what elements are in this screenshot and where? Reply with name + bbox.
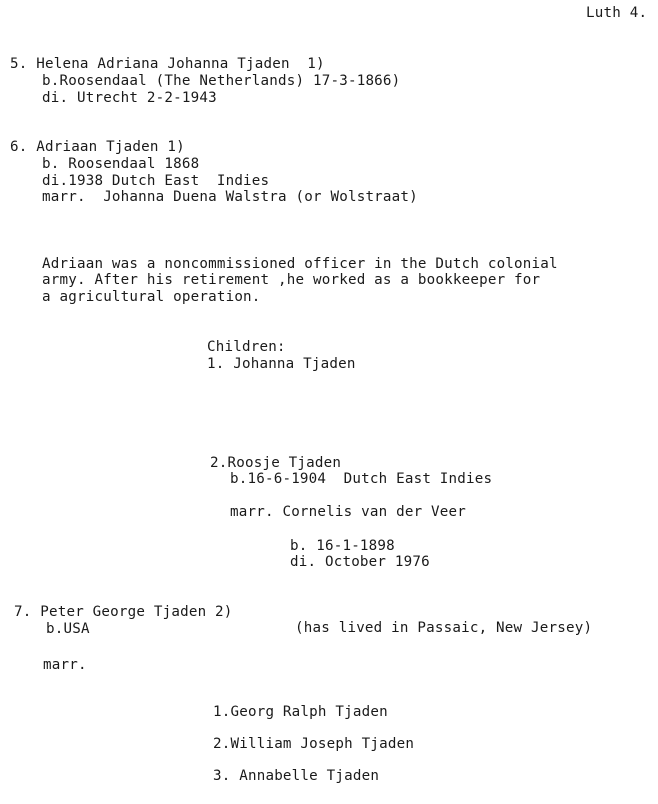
entry-6-child-2-birth: b.16-6-1904 Dutch East Indies [230,471,493,487]
children-label: Children: [207,339,286,355]
page-reference: Luth 4. [586,5,648,21]
entry-6-birth: b. Roosendaal 1868 [42,156,200,172]
entry-7-residence: (has lived in Passaic, New Jersey) [295,620,593,636]
entry-7-child-2: 2.William Joseph Tjaden [213,736,415,752]
entry-6-marriage: marr. Johanna Duena Walstra (or Wolstraat) [42,189,418,205]
entry-6-note-line-1: Adriaan was a noncommissioned officer in the Dutch colonial [42,256,558,272]
entry-7-name: 7. Peter George Tjaden 2) [14,604,233,620]
entry-5-death: di. Utrecht 2-2-1943 [42,90,217,106]
entry-6-note-line-3: a agricultural operation. [42,289,261,305]
entry-6-spouse-birth: b. 16-1-1898 [290,538,395,554]
entry-6-name: 6. Adriaan Tjaden 1) [10,139,185,155]
entry-6-note-line-2: army. After his retirement ,he worked as a bookkeeper for [42,272,541,288]
entry-5-birth: b.Roosendaal (The Netherlands) 17-3-1866) [42,73,401,89]
entry-7-child-1: 1.Georg Ralph Tjaden [213,704,388,720]
entry-6-child-2-marriage: marr. Cornelis van der Veer [230,504,467,520]
entry-7-marriage: marr. [43,657,87,673]
entry-7-child-3: 3. Annabelle Tjaden [213,768,380,784]
entry-5-name: 5. Helena Adriana Johanna Tjaden 1) [10,56,325,72]
entry-7-birth: b.USA [46,621,90,637]
entry-6-spouse-death: di. October 1976 [290,554,430,570]
entry-6-death: di.1938 Dutch East Indies [42,173,270,189]
entry-6-child-2: 2.Roosje Tjaden [210,455,342,471]
entry-6-child-1: 1. Johanna Tjaden [207,356,356,372]
